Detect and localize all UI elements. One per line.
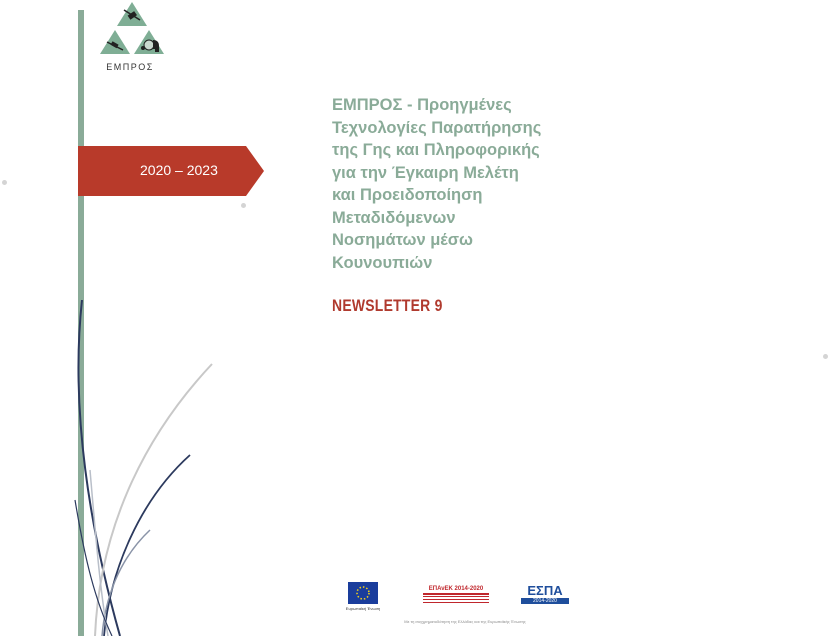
epanek-text-lines xyxy=(423,593,489,603)
title-line: Τεχνολογίες Παρατήρησης xyxy=(332,118,542,137)
mosquito-icon xyxy=(141,46,145,50)
title-line: ΕΜΠΡΟΣ - Προηγμένες xyxy=(332,96,512,114)
epanek-label: ΕΠΑνΕΚ 2014-2020 xyxy=(428,586,484,592)
title-line: Μεταδιδόμενων xyxy=(332,208,456,227)
title-line: για την Έγκαιρη Μελέτη xyxy=(332,163,519,182)
decor-dot xyxy=(823,354,828,359)
years-label: 2020 – 2023 xyxy=(140,162,218,178)
epanek-logo xyxy=(423,586,489,603)
eu-label: Ευρωπαϊκή Ένωση xyxy=(345,606,381,611)
decorative-curves xyxy=(0,300,220,636)
espa-logo xyxy=(521,584,569,604)
newsletter-heading: NEWSLETTER 9 xyxy=(332,296,443,315)
footer-caption: Με τη συγχρηματοδότηση της Ελλάδας και της Ευρωπαϊκής Ένωσης xyxy=(404,619,526,624)
espa-label: ΕΣΠΑ xyxy=(527,583,563,598)
decor-dot xyxy=(2,180,7,185)
espa-years: 2014-2020 xyxy=(521,598,569,604)
globe-icon xyxy=(144,40,154,50)
funding-logos xyxy=(345,582,575,618)
logo-name: ΕΜΠΡΟΣ xyxy=(106,62,154,72)
title-line: Κουνουπιών xyxy=(332,253,433,272)
title-line: της Γης και Πληροφορικής xyxy=(332,141,540,159)
decor-dot xyxy=(241,203,246,208)
project-title xyxy=(332,94,572,274)
title-line: Νοσημάτων μέσω xyxy=(332,231,473,249)
title-line: και Προειδοποίηση xyxy=(332,186,483,204)
